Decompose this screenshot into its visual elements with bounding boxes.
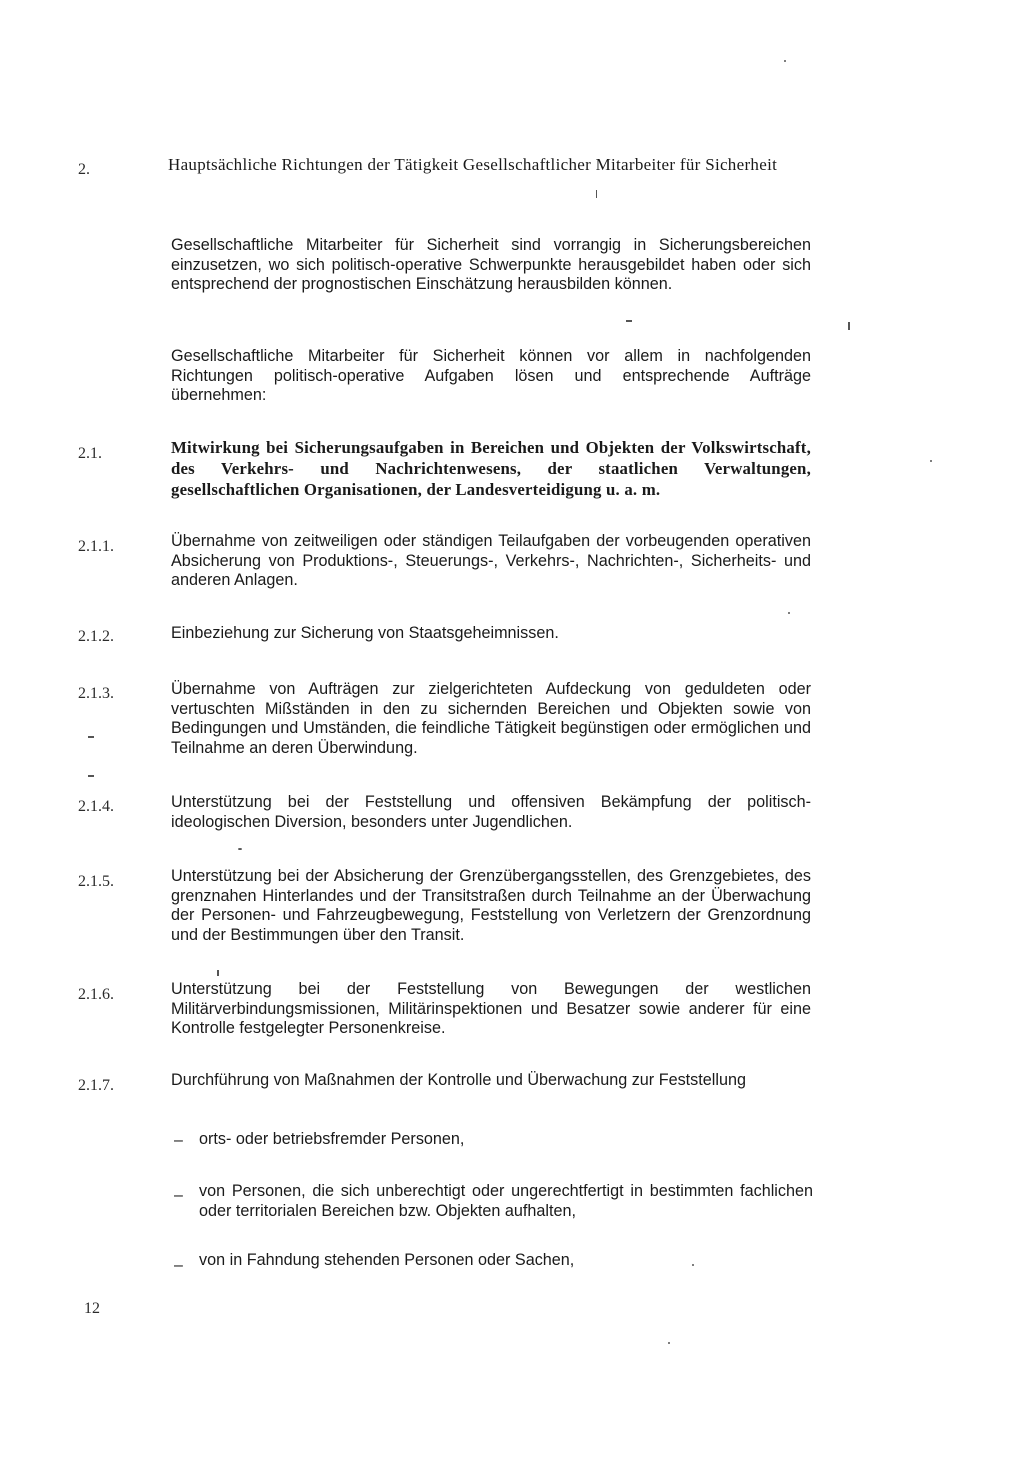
scan-speck — [626, 320, 632, 322]
scan-speck — [930, 460, 932, 462]
item-text-2-1-2: Einbeziehung zur Sicherung von Staatsgeheimnissen. — [171, 624, 559, 642]
section-title: Hauptsächliche Richtungen der Tätigkeit Gesellschaftlicher Mitarbeiter für Sicherheit — [168, 155, 778, 174]
bullet-marker: – — [174, 1187, 183, 1204]
scan-speck — [88, 775, 94, 777]
item-text-2-1-3: Übernahme von Aufträgen zur zielgerichteten Aufdeckung von geduldeten oder vertuschten Mißständen in den zu sichernden Bereichen und Objekten sowie von Bedingungen und Umständen, die feindliche Tätigkeit begünstigen oder ermöglichen und Teilnahme an deren Überwindung. — [171, 680, 811, 757]
scan-speck — [668, 1342, 670, 1344]
item-number-2-1-7: 2.1.7. — [78, 1077, 114, 1094]
item-number-2-1-2: 2.1.2. — [78, 628, 114, 645]
item-number-2-1-1: 2.1.1. — [78, 538, 114, 555]
scan-speck — [217, 970, 219, 976]
intro-paragraph-1: Gesellschaftliche Mitarbeiter für Sicherheit sind vorrangig in Sicherungsbereichen einzusetzen, wo sich politisch-operative Schwerpunkte herausgebildet haben oder sich entsprechend der prognostischen Einschätzung herausbilden können. — [171, 236, 811, 294]
item-text-2-1-5: Unterstützung bei der Absicherung der Grenzübergangsstellen, des Grenzgebietes, des grenznahen Hinterlandes und der Transitstraßen durch Teilnahme an der Überwachung der Personen- und Fahrzeugbewegung, Feststellung von Verletzern der Grenzordnung und der Bestimmungen über den Transit. — [171, 867, 811, 944]
scan-speck — [788, 612, 790, 614]
item-text-2-1-7: Durchführung von Maßnahmen der Kontrolle und Überwachung zur Feststellung — [171, 1071, 746, 1089]
bullet-text-2: von Personen, die sich unberechtigt oder ungerechtfertigt in bestimmten fachlichen oder territorialen Bereichen bzw. Objekten aufhalten, — [199, 1182, 813, 1220]
scan-speck — [848, 322, 850, 330]
item-number-2-1-4: 2.1.4. — [78, 798, 114, 815]
bullet-marker: – — [174, 1257, 183, 1274]
page-number: 12 — [84, 1300, 100, 1317]
intro-paragraph-2: Gesellschaftliche Mitarbeiter für Sicherheit können vor allem in nachfolgenden Richtungen politisch-operative Aufgaben lösen und entsprechende Aufträge übernehmen: — [171, 347, 811, 405]
section-number: 2. — [78, 161, 90, 178]
item-text-2-1-1: Übernahme von zeitweiligen oder ständigen Teilaufgaben der vorbeugenden operativen Absicherung von Produktions-, Steuerungs-, Verkehrs-, Nachrichten-, Sicherheits- und anderen Anlagen. — [171, 532, 811, 590]
scan-speck — [238, 848, 242, 850]
bullet-text-1: orts- oder betriebsfremder Personen, — [199, 1130, 465, 1148]
scan-speck — [692, 1264, 694, 1266]
item-number-2-1-5: 2.1.5. — [78, 873, 114, 890]
item-number-2-1: 2.1. — [78, 445, 102, 462]
scan-speck — [88, 736, 94, 738]
bullet-text-3: von in Fahndung stehenden Personen oder Sachen, — [199, 1251, 575, 1269]
item-number-2-1-6: 2.1.6. — [78, 986, 114, 1003]
item-text-2-1-6: Unterstützung bei der Feststellung von Bewegungen der westlichen Militärverbindungsmissionen, Militärinspektionen und Besatzer sowie anderer für eine Kontrolle festgelegter Personenkreise. — [171, 980, 811, 1038]
bullet-marker: – — [174, 1132, 183, 1149]
scan-speck — [784, 60, 786, 62]
item-text-2-1: Mitwirkung bei Sicherungsaufgaben in Bereichen und Objekten der Volkswirtschaft, des Verkehrs- und Nachrichtenwesens, der staatlichen Verwaltungen, gesellschaftlichen Organisationen, der Landesverteidigung u. a. m. — [171, 438, 811, 499]
item-number-2-1-3: 2.1.3. — [78, 685, 114, 702]
scan-speck — [596, 190, 597, 198]
item-text-2-1-4: Unterstützung bei der Feststellung und offensiven Bekämpfung der politisch-ideologischen Diversion, besonders unter Jugendlichen. — [171, 793, 811, 831]
